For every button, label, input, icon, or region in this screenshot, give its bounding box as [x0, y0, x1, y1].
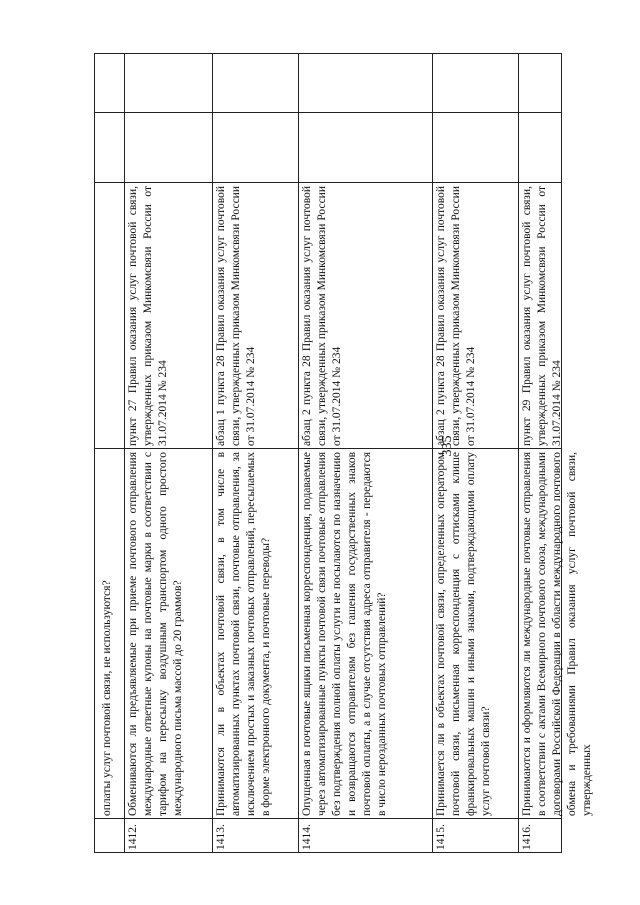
- table-row: [298, 53, 432, 853]
- table-row: [432, 53, 518, 853]
- page-number: 335: [440, 435, 455, 457]
- row-reference: абзац 2 пункта 28 Правил оказания услуг почтовой связи, утвержденных приказом Минкомсвязи России от 31.07.2014 № 234: [435, 186, 477, 446]
- table-row: [94, 53, 124, 853]
- row-number: 1416.: [521, 824, 533, 850]
- row-question: Принимается ли в объектах почтовой связи, определенных оператором почтовой связи, письменная корреспонденция с оттисками клише франкировальных машин и иными знаками, подтверждающими оплату услуг почтовой связи?: [435, 452, 492, 816]
- rotated-table: [94, 53, 593, 853]
- row-reference: абзац 1 пункта 28 Правил оказания услуг почтовой связи, утвержденных приказом Минкомсвязи России от 31.07.2014 № 234: [215, 186, 257, 446]
- row-question: Опущенная в почтовые ящики письменная корреспонденция, подаваемые через автоматизированные пункты почтовой связи почтовые отправления без подтверждения полной оплаты услуги не посылаются по назначению и возвращаются отправителям без гашения государственных знаков почтовой оплаты, а в случае отсутствия адреса отправителя - передаются в число нерозданных почтовых отправлений?: [301, 452, 388, 816]
- table-row: [518, 53, 593, 853]
- row-number: 1414.: [301, 824, 313, 850]
- table-row: [212, 53, 298, 853]
- row-number: 1415.: [435, 824, 447, 850]
- row-number: 1412.: [127, 824, 139, 850]
- row-reference: пункт 27 Правил оказания услуг почтовой связи, утвержденных приказом Минкомсвязи России от 31.07.2014 № 234: [127, 186, 169, 446]
- continuation-text: оплаты услуг почтовой связи, не используются?: [101, 580, 113, 816]
- row-question: Обмениваются ли предъявляемые при приеме почтового отправления международные ответные купоны на почтовые марки в соответствии с тарифом на пересылку воздушным транспортом одного простого международного письма массой до 20 граммов?: [127, 452, 184, 816]
- table-row: [124, 53, 212, 853]
- row-reference: абзац 2 пункта 28 Правил оказания услуг почтовой связи, утвержденных приказом Минкомсвязи России от 31.07.2014 № 234: [301, 186, 343, 446]
- row-number: 1413.: [215, 824, 227, 850]
- row-question: Принимаются ли в объектах почтовой связи, в том числе в автоматизированных пунктах почтовой связи, почтовые отправления, за исключением простых и заказных почтовых отправлений, пересылаемых в форме электронного документа, и почтовые переводы?: [215, 452, 272, 816]
- row-reference: пункт 29 Правил оказания услуг почтовой связи, утвержденных приказом Минкомсвязи России от 31.07.2014 № 234: [521, 186, 563, 446]
- row-question: Принимаются и оформляются ли международные почтовые отправления в соответствии с актами Всемирного почтового союза, международными договорами Российской Федерации в области международного почтового обмена и требованиями Правил оказания услуг почтовой связи, утвержденных: [521, 452, 593, 816]
